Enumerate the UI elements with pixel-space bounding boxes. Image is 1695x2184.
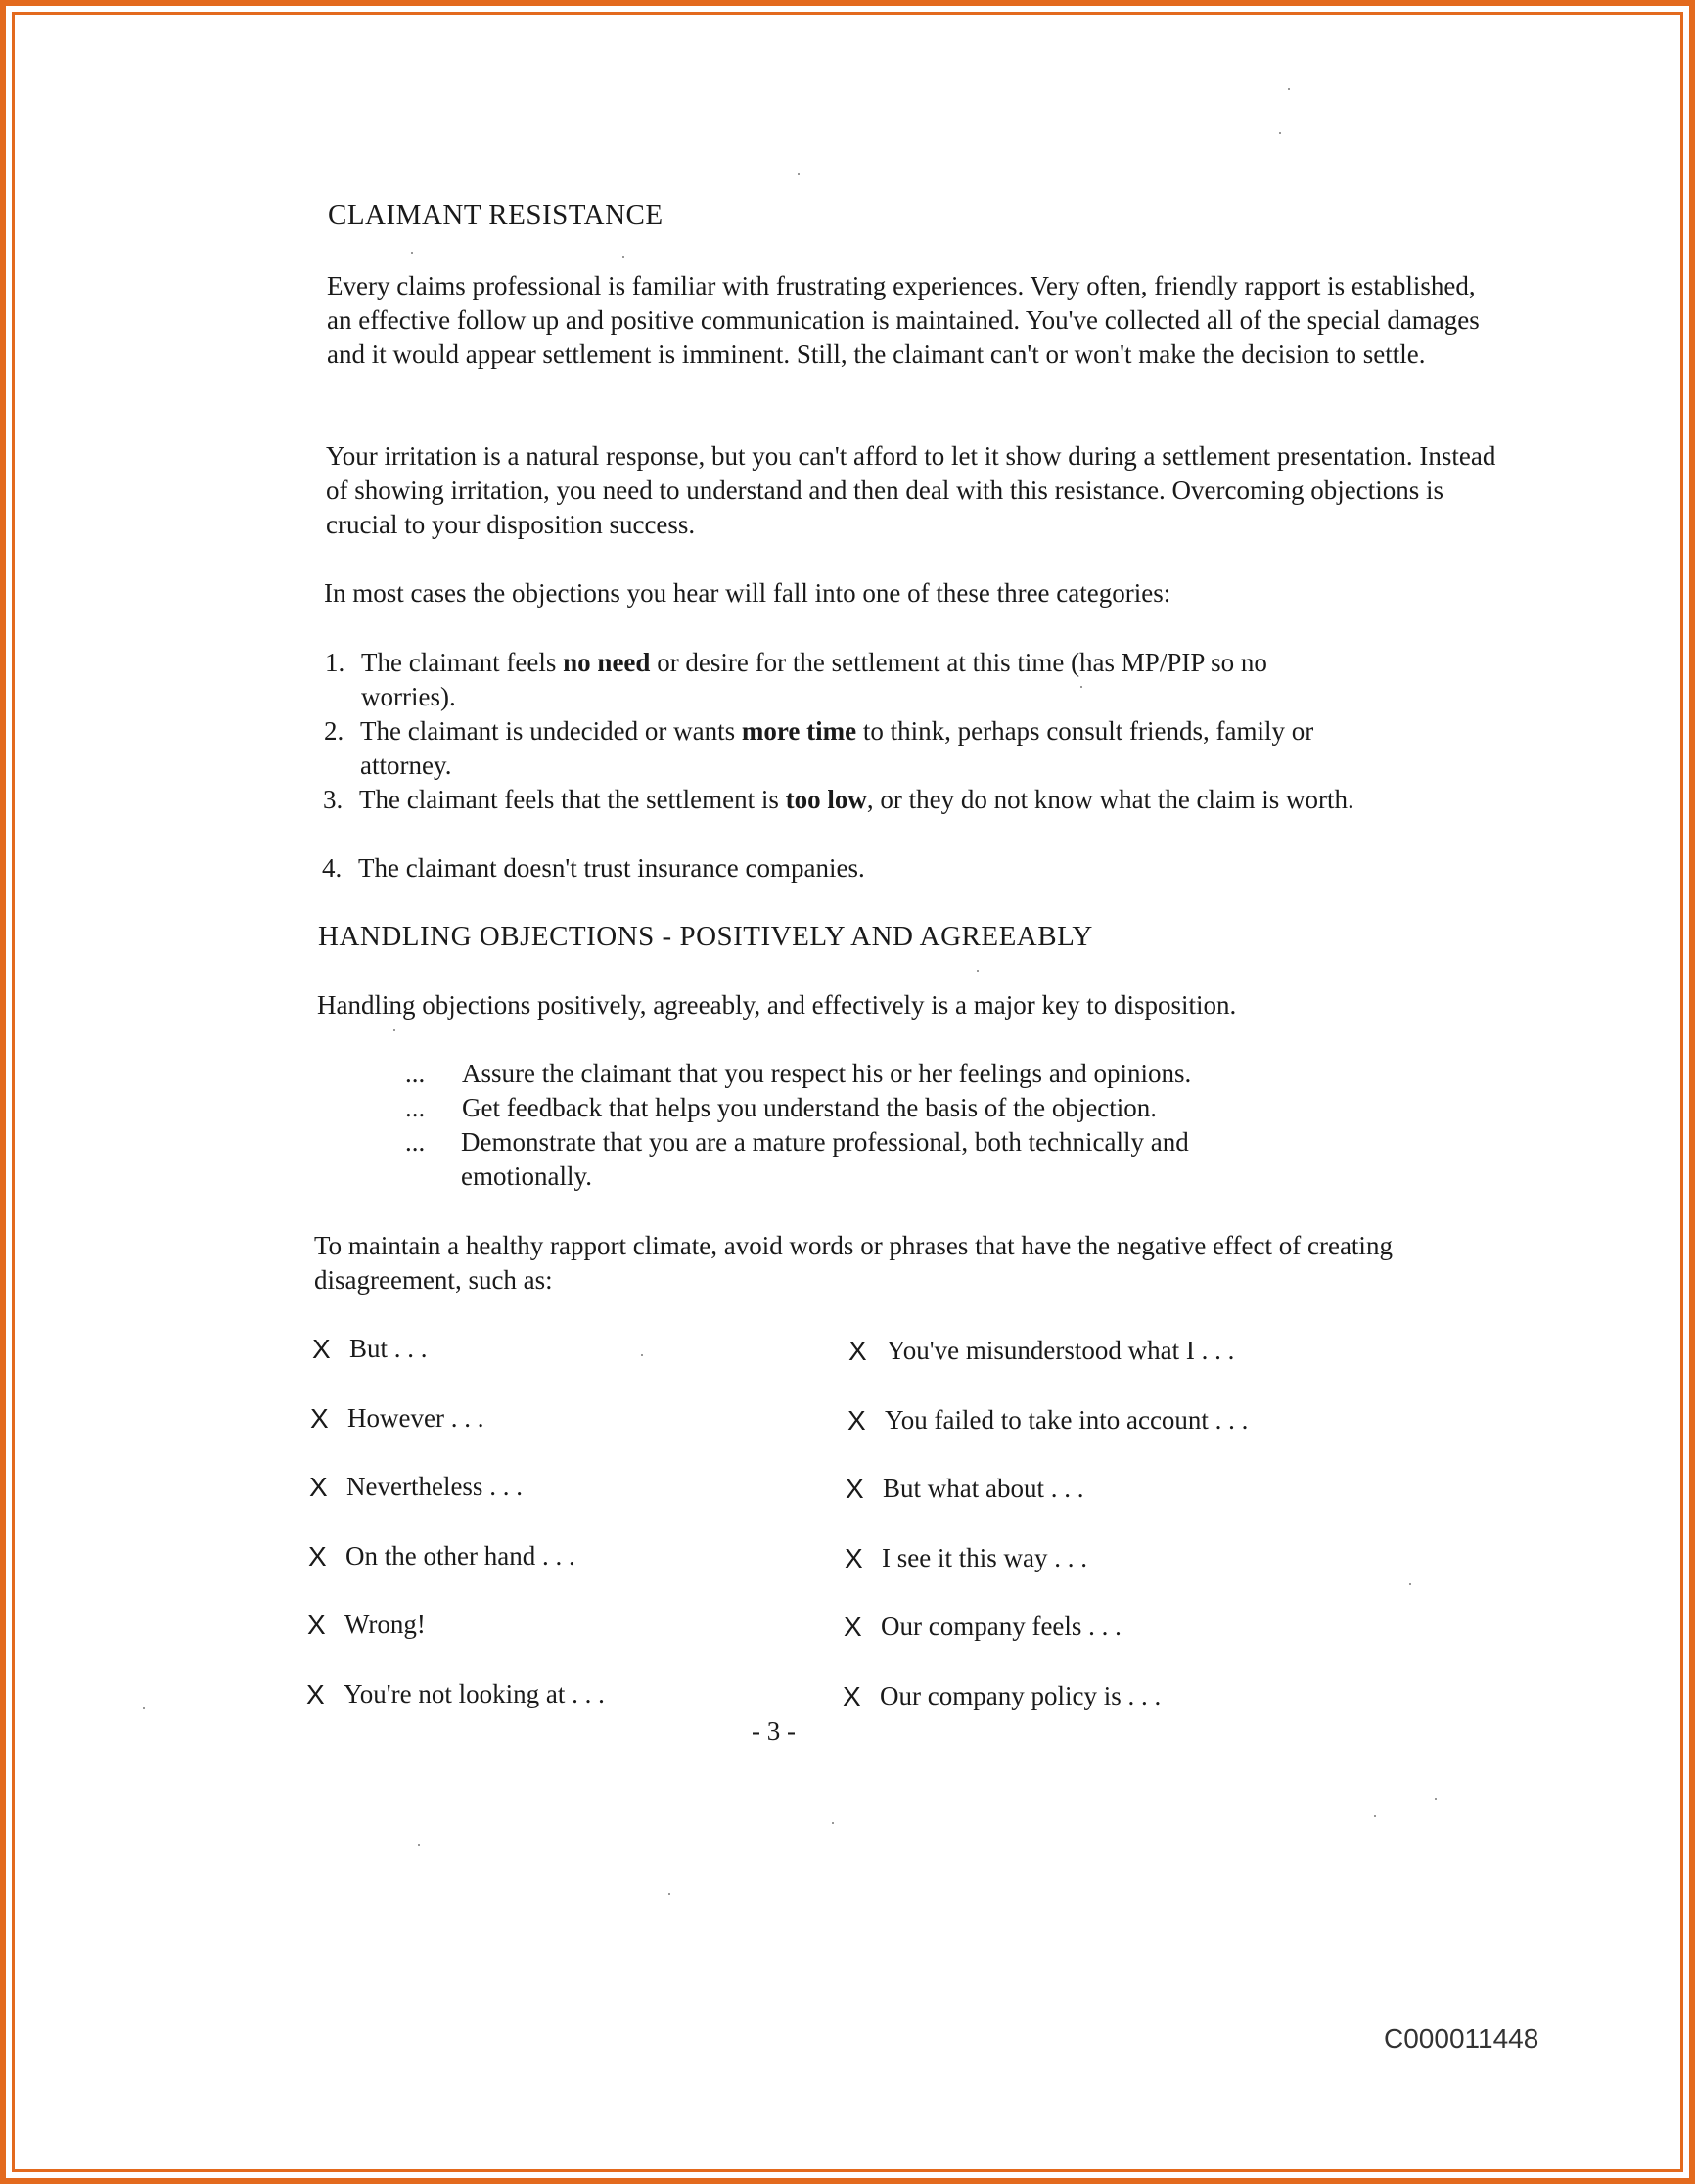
- x-mark-icon: X: [848, 1336, 867, 1366]
- x-mark-icon: X: [306, 1679, 325, 1709]
- avoid-phrase: I see it this way . . .: [882, 1543, 1087, 1572]
- x-mark-icon: X: [843, 1681, 861, 1711]
- scan-speck: [641, 1354, 643, 1356]
- list-item-text: The claimant doesn't trust insurance companies.: [358, 853, 865, 883]
- scan-speck: [393, 1029, 395, 1031]
- page-number: - 3 -: [752, 1716, 796, 1746]
- x-mark-icon: X: [307, 1610, 326, 1640]
- paragraph-irritation: Your irritation is a natural response, but you can't afford to let it show during a settlement presentation. Instead of showing irritation, you need to understand and then deal with this resistance. Overcoming objections is crucial to your disposition success.: [326, 441, 1496, 539]
- scan-speck: [1279, 132, 1281, 134]
- avoid-phrase: But what about . . .: [883, 1474, 1084, 1503]
- bullet-text: Demonstrate that you are a mature professional, both technically and emotionally.: [461, 1127, 1189, 1191]
- x-mark-icon: X: [848, 1405, 866, 1435]
- bullet-marker: ...: [405, 1127, 426, 1157]
- bullet-text: Get feedback that helps you understand the basis of the objection.: [462, 1093, 1158, 1122]
- x-mark-icon: X: [309, 1472, 328, 1502]
- avoid-phrase: Nevertheless . . .: [346, 1472, 523, 1501]
- paragraph-intro: Every claims professional is familiar with frustrating experiences. Very often, friendly rapport is established, an effective follow up and positive communication is maintained. You've collected all of the special damages and it would appear settlement is imminent. Still, the claimant can't or won't make the decision to settle.: [327, 271, 1480, 369]
- scan-speck: [1435, 1798, 1437, 1800]
- list-item-number: 2.: [324, 716, 344, 746]
- x-mark-icon: X: [844, 1612, 862, 1642]
- bullet-marker: ...: [405, 1093, 426, 1122]
- bullet-marker: ...: [405, 1059, 426, 1088]
- scan-speck: [798, 173, 800, 175]
- x-mark-icon: X: [308, 1541, 327, 1571]
- list-item-text: The claimant is undecided or wants more time to think, perhaps consult friends, family or attorney.: [360, 716, 1314, 780]
- x-mark-icon: X: [845, 1543, 863, 1573]
- scan-speck: [1409, 1583, 1411, 1585]
- paragraph-handling-intro: Handling objections positively, agreeably, and effectively is a major key to disposition.: [317, 990, 1237, 1020]
- scan-speck: [418, 1844, 420, 1846]
- list-item-number: 4.: [322, 853, 343, 883]
- paragraph-categories-intro: In most cases the objections you hear will fall into one of these three categories:: [324, 578, 1171, 608]
- x-mark-icon: X: [310, 1403, 329, 1433]
- avoid-phrase: On the other hand . . .: [345, 1541, 575, 1570]
- avoid-phrase: You failed to take into account . . .: [885, 1405, 1249, 1434]
- scan-speck: [668, 1893, 670, 1895]
- section-heading-claimant-resistance: CLAIMANT RESISTANCE: [328, 200, 664, 231]
- list-item-text: The claimant feels no need or desire for the settlement at this time (has MP/PIP so no worries).: [361, 648, 1267, 711]
- avoid-phrase: You've misunderstood what I . . .: [887, 1336, 1235, 1365]
- scan-speck: [1374, 1815, 1376, 1817]
- scan-speck: [977, 970, 979, 972]
- avoid-phrase: But . . .: [349, 1334, 428, 1363]
- avoid-phrase: However . . .: [347, 1403, 484, 1433]
- avoid-phrase: Wrong!: [344, 1610, 426, 1639]
- section-heading-handling-objections: HANDLING OBJECTIONS - POSITIVELY AND AGREEABLY: [318, 921, 1093, 952]
- x-mark-icon: X: [312, 1334, 331, 1364]
- list-item-number: 1.: [325, 648, 345, 677]
- x-mark-icon: X: [846, 1474, 864, 1504]
- avoid-phrase: Our company policy is . . .: [880, 1681, 1162, 1710]
- scan-speck: [1080, 686, 1082, 688]
- scan-speck: [1288, 88, 1290, 90]
- scan-speck: [832, 1822, 834, 1824]
- scan-speck: [622, 256, 624, 258]
- list-item-text: The claimant feels that the settlement is too low, or they do not know what the claim is worth.: [359, 785, 1354, 814]
- list-item-number: 3.: [323, 785, 344, 814]
- paragraph-avoid-phrases: To maintain a healthy rapport climate, avoid words or phrases that have the negative effect of creating disagreement, such as:: [314, 1231, 1393, 1295]
- scan-speck: [411, 252, 413, 254]
- document-id-stamp: C000011448: [1384, 2024, 1539, 2054]
- avoid-phrase: You're not looking at . . .: [344, 1679, 605, 1708]
- bullet-text: Assure the claimant that you respect his or her feelings and opinions.: [462, 1059, 1192, 1088]
- scan-speck: [143, 1707, 145, 1709]
- avoid-phrase: Our company feels . . .: [881, 1612, 1122, 1641]
